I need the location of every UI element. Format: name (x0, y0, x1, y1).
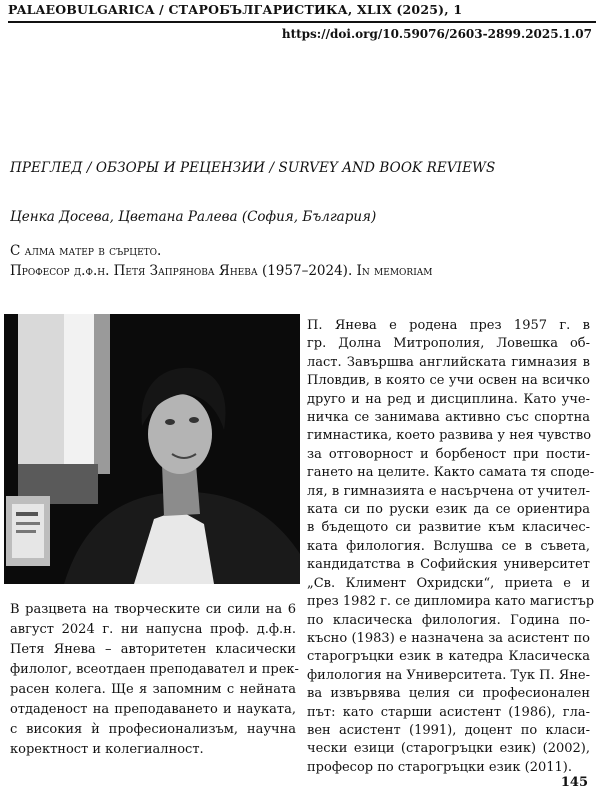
text-line: чески езици (старогръцки език) (2002), (307, 741, 590, 757)
text-line: П. Янева е родена през 1957 г. в (307, 318, 590, 333)
text-line: ва извървява целия си професионален (307, 686, 590, 702)
text-line: друго и на ред и дисциплина. Като уче- (307, 391, 590, 407)
text-line: отдаденост на преподаването и науката, (10, 702, 296, 717)
text-line: в бъдещото си развитие към класичес- (307, 520, 590, 536)
text-line: ля, в гимназията е насърчена от учител- (307, 483, 590, 499)
text-line: за отговорност и борбеност при пости- (307, 446, 590, 462)
text-line: Петя Янева – авторитетен класически (10, 642, 296, 657)
text-line: „Св. Климент Охридски“, приета е и (307, 575, 590, 591)
text-line: ничка се занимава активно със спортна (307, 410, 590, 426)
text-line: професор по старогръцки език (2011). (307, 759, 572, 775)
title-line: С алма матер в сърцето. (10, 243, 162, 259)
text-line: ката филология. Вслушва се в съвета, (307, 538, 590, 554)
left-column-text (10, 600, 299, 760)
title-line: Професор д.ф.н. Петя Запрянова Янева (1957–2024). In memoriam (10, 263, 433, 279)
text-line: с високия ѝ професионализъм, научна (10, 722, 296, 737)
text-line: филология на Университета. Тук П. Яне- (307, 667, 590, 683)
text-line: ката си по руски език да се ориентира (307, 502, 590, 518)
text-line: кандидатства в Софийския университет (307, 557, 590, 573)
section-heading: ПРЕГЛЕД / ОБЗОРЫ И РЕЦЕНЗИИ / SURVEY AND BOOK REVIEWS (10, 160, 496, 176)
header-rule (8, 21, 596, 23)
text-line: Пловдив, в която се учи освен на всичко (307, 373, 590, 389)
text-line: път: като старши асистент (1986), гла- (307, 704, 590, 720)
text-line: гането на целите. Както самата тя споде- (307, 465, 595, 481)
text-line: В разцвета на творческите си сили на 6 (10, 602, 296, 617)
text-line: филолог, всеотдаен преподавател и прек- (10, 662, 299, 677)
portrait-photo (4, 314, 300, 584)
portrait-photo-icon (4, 314, 300, 584)
text-line: гр. Долна Митрополия, Ловешка об- (307, 336, 590, 352)
text-line: през 1982 г. се дипломира като магистър (307, 594, 595, 610)
text-line: по класическа филология. Година по- (307, 612, 590, 628)
page-number: 145 (560, 775, 588, 790)
right-column-text (307, 317, 595, 777)
text-line: гимнастика, което развива у нея чувство (307, 428, 592, 444)
text-line: вен асистент (1991), доцент по класи- (307, 722, 590, 738)
text-line: късно (1983) е назначена за асистент по (307, 630, 590, 646)
journal-header: PALAEOBULGARICA / СТАРОБЪЛГАРИСТИКА, XLIX (2025), 1 (8, 2, 463, 17)
article-title (10, 241, 590, 281)
text-line: коректност и колегиалност. (10, 742, 204, 757)
text-line: расен колега. Ще я запомним с нейната (10, 682, 296, 697)
text-line: ласт. Завършва английската гимназия в (307, 354, 590, 370)
text-line: старогръцки език в катедра Класическа (307, 649, 590, 665)
text-line: август 2024 г. ни напусна проф. д.ф.н. (10, 622, 296, 637)
authors-line: Ценка Досева, Цветана Ралева (София, България) (10, 209, 377, 225)
doi-link[interactable]: https://doi.org/10.59076/2603-2899.2025.1.07 (281, 27, 592, 41)
